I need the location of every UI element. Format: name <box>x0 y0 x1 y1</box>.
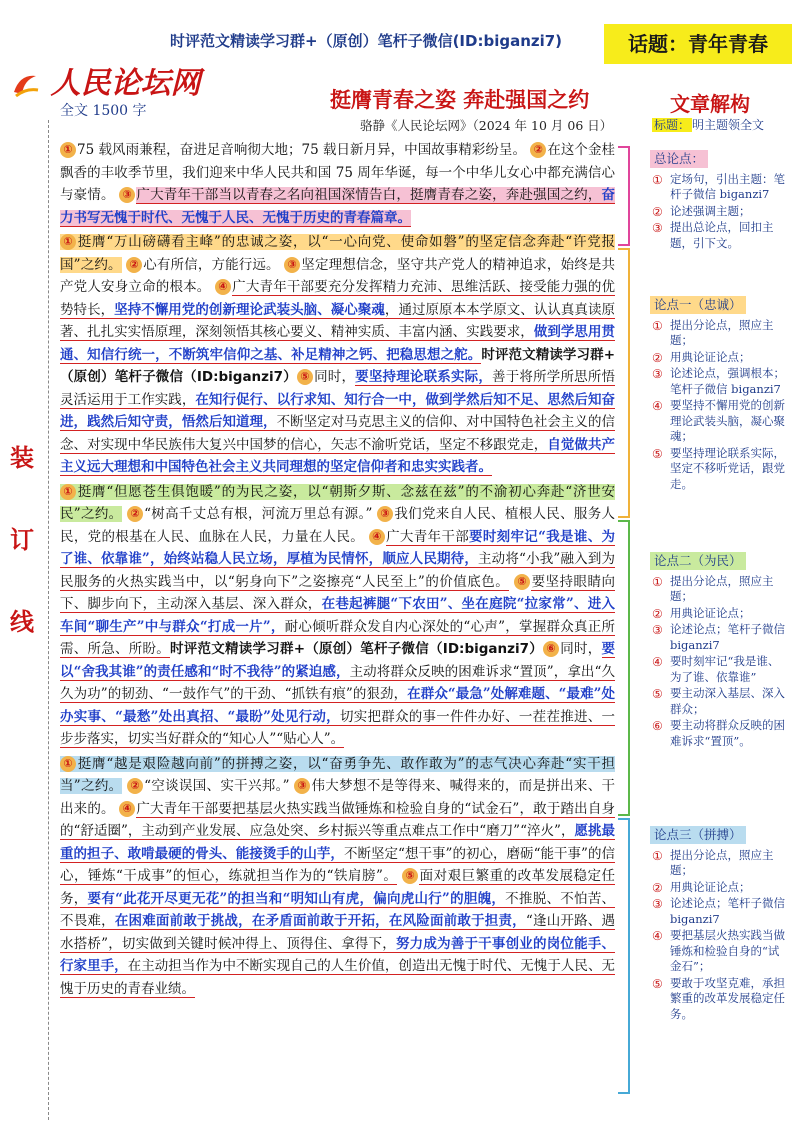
sentence: 在这个金桂飘香的丰收季节里，我们迎来中华人民共和国 75 周年华诞，每一个中华儿女心中都充满信心与豪情。 <box>60 142 615 203</box>
topic-badge: 话题：青年青春 <box>604 24 792 64</box>
emphasis: 要有“此花开尽更无花”的担当和“明知山有虎，偏向虎山行”的胆魄， <box>87 890 506 907</box>
header-banner: 时评范文精读学习群+（原创）笔杆子微信(ID:biganzi7) <box>170 32 563 50</box>
sentence-number: ③ <box>377 506 393 522</box>
emphasis: 要坚持理论联系实际， <box>355 369 493 385</box>
brace-point-1 <box>618 248 630 518</box>
card-item: ⑥ 要主动将群众反映的困难诉求“置顶”。 <box>652 718 785 748</box>
sentence-number: ④ <box>369 529 385 545</box>
logo-text: 人民论坛网 <box>50 66 201 101</box>
binding-mark-1: 装 <box>10 443 34 472</box>
card-thesis <box>650 150 790 252</box>
sentence-number: ② <box>530 142 546 158</box>
binding-mark-2: 订 <box>10 525 34 554</box>
sentence: 切实把群众的事一件件办好、一茬茬推进、一步步落实，切实当好群众的“知心人”“贴心人”。 <box>60 708 616 747</box>
card-item: ③ 论述论点；笔杆子微信 biganzi7 <box>652 896 785 926</box>
emphasis: 自觉做共产主义远大理想和中国特色社会主义共同理想的坚定信仰者和忠实实践者。 <box>60 436 616 475</box>
sentence: 我们党来自人民、植根人民、服务人民，党的根基在人民、血脉在人民，力量在人民。 <box>60 506 616 545</box>
card-item: ④ 要坚持不懈用党的创新理论武装头脑，凝心聚魂； <box>652 398 785 443</box>
sentence-number: ② <box>126 257 142 273</box>
sentence-number: ① <box>60 234 76 250</box>
subthesis-sentence: 挺膺“但愿苍生俱饱暖”的为民之姿，以“朝斯夕斯、念兹在兹”的不渝初心奔赴“济世安民”之约。 <box>60 483 615 522</box>
sentence-number: ③ <box>119 187 135 203</box>
sentence: 广大青年干部要充分发挥精力充沛、思维活跃、接受能力强的优势特长， <box>60 279 616 318</box>
card-point-2 <box>650 552 790 750</box>
card-item: ⑤ 要敢于攻坚克难，承担繁重的改革发展稳定任务。 <box>652 975 785 1021</box>
sentence: 主动将“小我”融入到为民服务的火热实践当中，以“躬身向下”之姿擦亮“人民至上”的价值底色。 <box>60 551 615 590</box>
card-item: ② 用典论证论点； <box>652 879 751 895</box>
sentence-number: ⑤ <box>297 369 313 385</box>
emphasis: 在困难面前敢于挑战，在矛盾面前敢于开拓，在风险面前敢于担责， <box>114 913 526 929</box>
article-title: 挺膺青春之姿 奔赴强国之约 <box>330 88 590 112</box>
card-heading: 论点一（忠诚） <box>650 296 746 314</box>
sentence-number: ⑤ <box>402 868 418 884</box>
card-heading: 论点二（为民） <box>650 552 746 570</box>
card-item: ⑤ 要坚持理论联系实际，坚定不移听党话，跟党走。 <box>652 445 785 491</box>
sentence: 善于将所学所思所悟灵活运用于工作实践， <box>60 369 616 408</box>
card-item: ③ 论述论点，强调根本；笔杆子微信 biganzi7 <box>652 366 785 396</box>
paragraph-intro <box>60 138 615 230</box>
sentence: 不断坚定“想干事”的初心，磨砺“能干事”的信心，锤炼“干成事”的恒心，练就担当作为的“铁肩膀”。 <box>60 845 616 884</box>
logo-swoosh-icon <box>10 70 40 100</box>
sentence: 同时， <box>560 641 602 657</box>
emphasis: 在群众“最急”处解难题、“最难”处办实事、“最愁”处出真招、“最盼”处见行动， <box>60 686 615 725</box>
card-item: ① 提出分论点，照应主题； <box>652 847 774 877</box>
card-item: ② 用典论证论点； <box>652 605 751 621</box>
sentence: 75 载风雨兼程，奋进足音响彻大地；75 载日新月异，中国故事精彩纷呈。 <box>77 142 526 158</box>
subthesis-sentence: 挺膺“越是艰险越向前”的拼搏之姿，以“奋勇争先、敢作敢为”的志气决心奔赴“实干担当”之约。 <box>60 755 615 794</box>
sentence: 坚定理想信念，坚守共产党人的精神追求，始终是共产党人安身立命的根本。 <box>60 256 616 295</box>
card-item: ③ 提出总论点，回扣主题，引下文。 <box>652 220 774 250</box>
article-byline: 骆静《人民论坛网》（2024 年 10 月 06 日） <box>360 118 613 133</box>
binding-dashed-line <box>48 120 49 1120</box>
card-item: ⑤ 要主动深入基层、深入群众； <box>652 686 785 716</box>
sentence: 不推脱、不怕苦、不畏难， <box>60 890 616 929</box>
sentence-number: ① <box>60 142 76 158</box>
structure-tag <box>652 116 764 133</box>
sentence: 面对艰巨繁重的改革发展稳定任务， <box>60 868 616 907</box>
emphasis: 愿挑最重的担子、敢啃最硬的骨头、能接烫手的山芋， <box>60 823 615 862</box>
article-body <box>60 138 615 1001</box>
structure-tag-text: 明主题领全文 <box>692 118 765 132</box>
sentence: 广大青年干部 <box>385 528 470 545</box>
sentence: ，通过原原本本学原文、认认真真读原著、扎扎实实悟原理，深刻领悟其核心要义、精神实质、丰富内涵、实践要求， <box>60 301 616 340</box>
binding-mark-3: 线 <box>10 607 34 636</box>
card-item: ② 用典论证论点； <box>652 349 751 365</box>
thesis-emphasis: 奋力书写无愧于时代、无愧于人民、无愧于历史的青春篇章。 <box>60 187 616 226</box>
paragraph-point-3 <box>60 752 615 1002</box>
paragraph-point-2 <box>60 480 615 752</box>
sentence: 广大青年干部要把基层火热实践当做锤炼和检验自身的“试金石”，敢于踏出自身的“舒适圈”，主动到产业发展、应急处突、乡村振兴等重点难点工作中“磨刀”“淬火”， <box>60 800 616 839</box>
sentence-number: ① <box>60 756 76 772</box>
sentence-number: ④ <box>119 801 135 817</box>
card-item: ① 定场句，引出主题：笔杆子微信 biganzi7 <box>652 171 785 201</box>
emphasis: 做到学思用贯通、知信行统一，不断筑牢信仰之基、补足精神之钙、把稳思想之舵。 <box>60 324 616 363</box>
sentence-number: ③ <box>284 257 300 273</box>
sentence: 在主动担当作为中不断实现自己的人生价值，创造出无愧于时代、无愧于人民、无愧于历史的青春业绩。 <box>60 958 615 997</box>
sentence: 伟大梦想不是等得来、喊得来的，而是拼出来、干出来的。 <box>60 778 616 817</box>
sentence-number: ⑥ <box>543 641 559 657</box>
card-item: ① 提出分论点，照应主题； <box>652 573 774 603</box>
emphasis: 坚持不懈用党的创新理论武装头脑、凝心聚魂 <box>114 301 385 318</box>
site-logo <box>10 58 200 102</box>
sentence: “空谈误国、实干兴邦。” <box>144 778 290 794</box>
sentence-number: ⑤ <box>514 574 530 590</box>
emphasis: 要以“舍我其谁”的责任感和“时不我待”的紧迫感， <box>60 641 615 680</box>
promo-text: 时评范文精读学习群+（原创）笔杆子微信（ID:biganzi7） <box>170 641 543 657</box>
emphasis: 在巷起裤腿“下农田”、坐在庭院“拉家常”、进入车间“聊生产”中与群众“打成一片”， <box>60 596 616 635</box>
card-heading: 论点三（拼搏） <box>650 826 746 844</box>
emphasis: 在知行促行、以行求知、知行合一中，做到学然后知不足、思然后知奋进，践然后知守责，悟然后知道理， <box>60 391 615 430</box>
sentence-number: ① <box>60 484 76 500</box>
brace-intro <box>618 146 630 246</box>
promo-text: 时评范文精读学习群+（原创）笔杆子微信（ID:biganzi7） <box>60 346 616 385</box>
card-item: ③ 论述论点；笔杆子微信 biganzi7 <box>652 622 785 652</box>
structure-tag-label: 标题： <box>654 118 691 132</box>
sentence-number: ④ <box>215 279 231 295</box>
word-count: 全文 1500 字 <box>60 103 147 119</box>
sentence: “逢山开路、遇水搭桥”，切实做到关键时候冲得上、顶得住、拿得下， <box>60 913 616 952</box>
card-item: ① 提出分论点，照应主题； <box>652 317 774 347</box>
sentence: 要坚持眼睛向下、脚步向下，主动深入基层、深入群众， <box>60 573 616 612</box>
brace-point-2 <box>618 520 630 816</box>
sentence: 心有所信，方能行远。 <box>143 256 280 273</box>
sentence-number: ③ <box>294 778 310 794</box>
sentence-number: ② <box>127 506 143 522</box>
card-item: ② 论述强调主题； <box>652 203 751 219</box>
card-point-3 <box>650 826 790 1023</box>
emphasis: 努力成为善于干事创业的岗位能手、行家里手， <box>60 935 616 974</box>
brace-point-3 <box>618 818 630 1094</box>
structure-title: 文章解构 <box>670 92 750 116</box>
sentence: 耐心倾听群众发自内心深处的“心声”，掌握群众真正所需、所急、所盼。 <box>60 618 615 657</box>
sentence: 不断坚定对马克思主义的信仰、对中国特色社会主义的信念、对实现中华民族伟大复兴中国梦的信心，矢志不渝听党话，坚定不移跟党走， <box>60 414 616 453</box>
card-item: ④ 要时刻牢记“我是谁、为了谁、依靠谁” <box>652 654 780 684</box>
card-heading: 总论点： <box>650 150 708 168</box>
paragraph-point-1 <box>60 230 615 480</box>
sentence: 主动将群众反映的困难诉求“置顶”，拿出“久久为功”的韧劲、“一鼓作气”的干劲、“抓铁有痕”的狠劲， <box>60 663 615 702</box>
thesis-sentence: 广大青年干部当以青春之名向祖国深情告白，挺膺青春之姿，奔赴强国之约， <box>136 187 602 203</box>
subthesis-sentence: 挺膺“万山磅礴看主峰”的忠诚之姿，以“一心向党、使命如磐”的坚定信念奔赴“许党报国”之约。 <box>60 234 615 273</box>
sentence: 同时， <box>313 369 356 385</box>
card-item: ④ 要把基层火热实践当做锤炼和检验自身的“试金石”； <box>652 928 785 973</box>
card-point-1 <box>650 296 790 493</box>
sentence-number: ② <box>127 778 143 794</box>
emphasis: 要时刻牢记“我是谁、为了谁、依靠谁”，始终站稳人民立场，厚植为民情怀，顺应人民期待， <box>60 528 616 567</box>
sentence: “树高千丈总有根，河流万里总有源。” <box>144 506 373 522</box>
